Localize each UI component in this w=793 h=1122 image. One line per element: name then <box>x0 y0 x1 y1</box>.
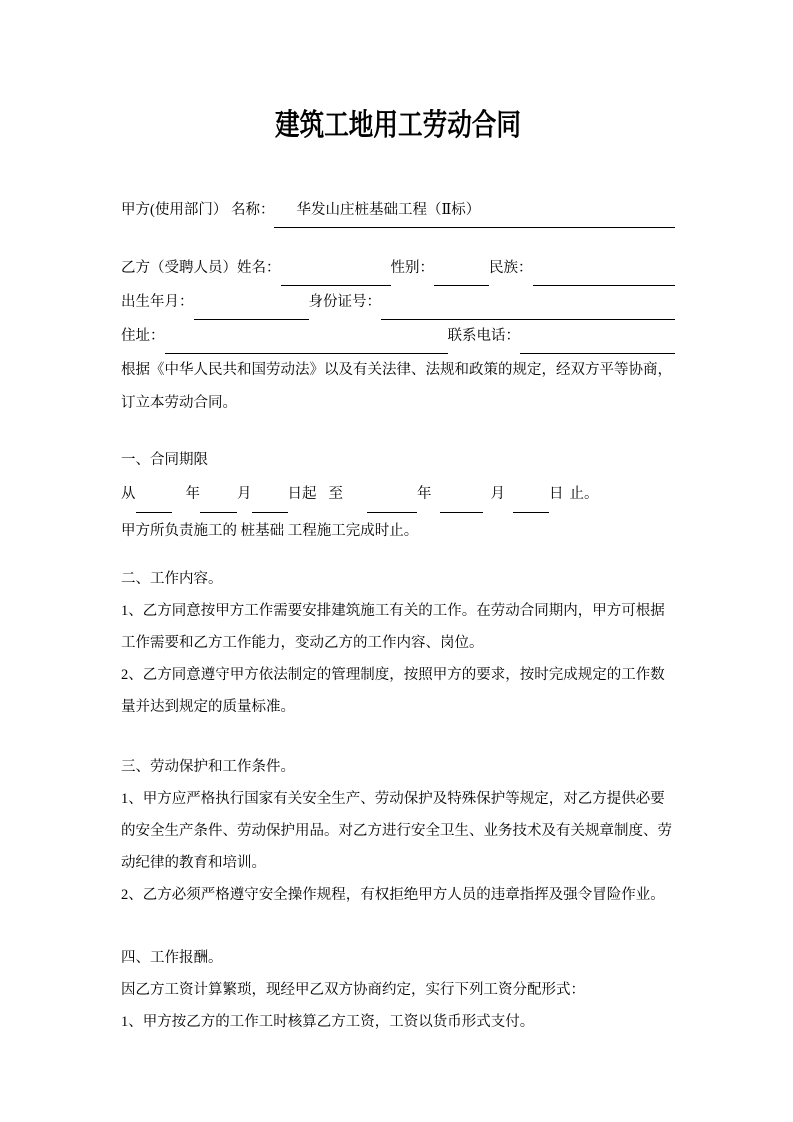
section-work-content <box>121 563 675 723</box>
party-a-name-blank <box>274 194 675 228</box>
text-line: 量并达到规定的质量标准。 <box>121 699 295 715</box>
party-b-gender-label: 性别： <box>390 260 434 276</box>
period-end-year-label: 年 <box>417 486 432 502</box>
text-line: 工作需要和乙方工作能力，变动乙方的工作内容、岗位。 <box>121 635 484 651</box>
party-b-id-label: 身份证号： <box>308 294 381 310</box>
period-start-year-blank <box>136 476 172 513</box>
period-end-day-label: 日 <box>549 486 564 502</box>
period-end-mark-label: 止。 <box>569 486 599 502</box>
section-heading: 二、工作内容。 <box>121 571 223 587</box>
party-b-phone-blank <box>520 320 675 354</box>
period-start-month-label: 月 <box>237 486 252 502</box>
period-start-day-label: 日起 <box>287 486 317 502</box>
document-title <box>121 108 675 144</box>
party-b-row-1 <box>121 252 675 286</box>
document-page <box>0 108 793 1122</box>
section-heading: 四、工作报酬。 <box>121 950 223 966</box>
text-line: 因乙方工资计算繁琐，现经甲乙双方协商约定，实行下列工资分配形式： <box>121 982 585 998</box>
section-body <box>121 595 675 723</box>
section-body <box>121 783 675 911</box>
party-b-address-label: 住址： <box>121 328 165 344</box>
text-line: 1、甲方按乙方的工作工时核算乙方工资，工资以货币形式支付。 <box>121 1014 535 1030</box>
period-end-year-blank <box>367 476 417 513</box>
party-b-phone-label: 联系电话： <box>447 328 520 344</box>
section-contract-period <box>121 444 675 549</box>
party-b-ethnic-label: 民族： <box>489 260 533 276</box>
party-b-birth-label: 出生年月： <box>121 294 194 310</box>
party-b-birth-blank <box>194 286 309 320</box>
party-b-gender-blank <box>434 252 489 286</box>
party-a-row <box>121 194 675 228</box>
document-title-text: 建筑工地用工劳动合同 <box>275 109 521 142</box>
party-a-name-value: 华发山庄桩基础工程（Ⅱ标） <box>296 202 481 218</box>
party-b-name-blank <box>281 252 391 286</box>
text-line: 订立本劳动合同。 <box>121 395 237 411</box>
period-end-month-blank <box>440 476 483 513</box>
party-b-id-blank <box>381 286 675 320</box>
text-line: 2、乙方同意遵守甲方依法制定的管理制度，按照甲方的要求，按时完成规定的工作数 <box>121 667 665 683</box>
party-b-address-blank <box>165 320 448 354</box>
text-line: 2、乙方必须严格遵守安全操作规程，有权拒绝甲方人员的违章指挥及强令冒险作业。 <box>121 887 665 903</box>
text-line: 1、甲方应严格执行国家有关安全生产、劳动保护及特殊保护等规定，对乙方提供必要 <box>121 791 665 807</box>
period-end-day-blank <box>513 476 549 513</box>
period-start-month-blank <box>200 476 237 513</box>
party-b-row-3 <box>121 320 675 354</box>
period-start-day-blank <box>252 476 288 513</box>
section-body <box>121 974 675 1038</box>
section-heading: 三、劳动保护和工作条件。 <box>121 759 295 775</box>
period-from-label: 从 <box>121 486 136 502</box>
party-b-name-label: 乙方（受聘人员）姓名： <box>121 260 281 276</box>
text-line: 根据《中华人民共和国劳动法》以及有关法律、法规和政策的规定，经双方平等协商， <box>121 362 672 378</box>
completion-line: 甲方所负责施工的 桩基础 工程施工完成时止。 <box>121 523 419 539</box>
party-a-label: 甲方(使用部门） 名称： <box>121 202 275 218</box>
party-b-row-2 <box>121 286 675 320</box>
section-labor-protection <box>121 751 675 911</box>
party-b-ethnic-blank <box>533 252 676 286</box>
text-line: 的安全生产条件、劳动保护用品。对乙方进行安全卫生、业务技术及有关规章制度、劳 <box>121 823 672 839</box>
period-row <box>121 476 675 513</box>
text-line: 动纪律的教育和培训。 <box>121 855 266 871</box>
party-b-block <box>121 252 675 354</box>
section-remuneration <box>121 942 675 1038</box>
period-end-month-label: 月 <box>490 486 505 502</box>
period-to-label: 至 <box>328 486 343 502</box>
text-line: 1、乙方同意按甲方工作需要安排建筑施工有关的工作。在劳动合同期内，甲方可根据 <box>121 603 665 619</box>
period-start-year-label: 年 <box>185 486 200 502</box>
preamble <box>121 354 675 420</box>
section-heading: 一、合同期限 <box>121 452 208 468</box>
